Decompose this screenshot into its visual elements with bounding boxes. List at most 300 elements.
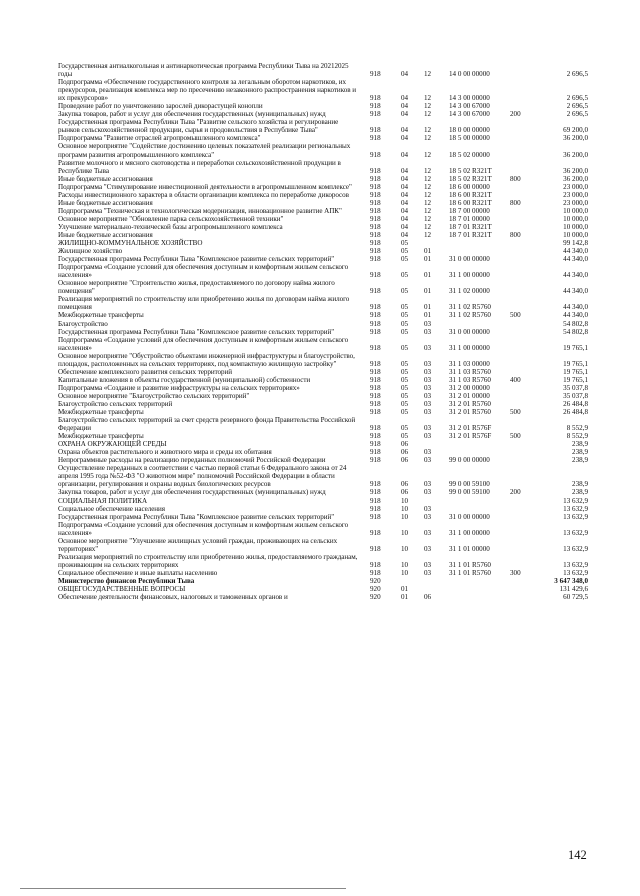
target-article-code: 18 7 01 00000 [449,214,490,223]
row-description: ЖИЛИЩНО-КОММУНАЛЬНОЕ ХОЗЯЙСТВО [58,239,203,248]
budget-table [58,62,588,601]
target-article-code: 31 2 01 00000 [449,391,490,400]
row-description: Государственная программа Республики Тыва "Развитие сельского хозяйства и регулирование рынков сельскохозяйственной продукции, сырья и продовольствия в Республике Тыва" [58,118,339,135]
subsection-code: 12 [424,134,432,143]
target-article-code: 14 3 00 00000 [449,94,490,103]
section-code: 04 [401,70,409,79]
amount-value: 2 696,5 [566,110,588,119]
target-article-code: 31 0 00 00000 [449,327,490,336]
ved-code: 918 [370,230,381,239]
row-description: Государственная программа Республики Тыва "Комплексное развитие сельских территорий" [58,255,335,264]
expense-type-code: 800 [510,174,521,183]
ved-code: 918 [370,496,381,505]
subsection-code: 12 [424,174,432,183]
table-row [58,505,588,513]
amount-value: 44 340,0 [563,247,588,256]
amount-value: 238,9 [572,488,588,497]
ved-code: 918 [370,343,381,352]
target-article-code: 31 1 03 R5760 [449,375,491,384]
table-row [58,110,588,118]
row-description: Реализация мероприятий по строительству или приобретению жилья по договорам найма жилого помещения [58,295,350,312]
table-row [58,392,588,400]
subsection-code: 03 [424,480,432,489]
table-row [58,416,588,432]
row-description: Осуществление переданных в соответствии с частью первой статьи 6 Федерального закона от 24 апреля 1995 года №52-ФЗ "О животном мире" полномочий Российской Федерации в области организации, регулирования и охраны водных биологических ресурсов [58,464,347,489]
table-row [58,142,588,158]
amount-value: 44 340,0 [563,303,588,312]
ved-code: 918 [370,311,381,320]
table-row [58,497,588,505]
amount-value: 13 632,9 [563,512,588,521]
table-row [58,175,588,183]
row-description: Жилищное хозяйство [58,247,123,256]
ved-code: 918 [370,134,381,143]
amount-value: 36 200,0 [563,134,588,143]
amount-value: 60 729,5 [563,593,588,602]
target-article-code: 18 6 00 00000 [449,182,490,191]
row-description: ОХРАНА ОКРУЖАЮЩЕЙ СРЕДЫ [58,440,167,449]
table-row [58,223,588,231]
amount-value: 131 429,6 [559,585,588,594]
table-row [58,78,588,102]
ved-code: 918 [370,126,381,135]
amount-value: 35 037,8 [563,391,588,400]
target-article-code: 18 6 00 R321T [449,190,492,199]
ved-code: 918 [370,303,381,312]
row-description: ОБЩЕГОСУДАРСТВЕННЫЕ ВОПРОСЫ [58,585,186,594]
expense-type-code: 200 [510,110,521,119]
section-code: 04 [401,214,409,223]
ved-code: 920 [370,577,381,585]
section-code: 01 [401,585,409,594]
table-row [58,207,588,215]
ved-code: 918 [370,222,381,231]
target-article-code: 18 7 00 00000 [449,206,490,215]
ved-code: 918 [370,568,381,577]
table-row [58,279,588,295]
table-row [58,336,588,352]
ved-code: 918 [370,327,381,336]
amount-value: 19 765,1 [563,359,588,368]
table-row [58,384,588,392]
target-article-code: 18 0 00 00000 [449,126,490,135]
subsection-code: 03 [424,488,432,497]
table-row [58,191,588,199]
section-code: 04 [401,182,409,191]
subsection-code: 12 [424,214,432,223]
amount-value: 238,9 [572,448,588,457]
ved-code: 918 [370,214,381,223]
target-article-code: 99 0 00 00000 [449,456,490,465]
section-code: 05 [401,383,409,392]
amount-value: 238,9 [572,440,588,449]
amount-value: 13 632,9 [563,496,588,505]
target-article-code: 99 0 00 59100 [449,488,490,497]
amount-value: 10 000,0 [563,230,588,239]
subsection-code: 03 [424,375,432,384]
amount-value: 44 340,0 [563,287,588,296]
section-code: 10 [401,568,409,577]
subsection-code: 01 [424,255,432,264]
amount-value: 54 802,8 [563,327,588,336]
target-article-code: 18 7 01 R321T [449,222,492,231]
table-row [58,118,588,134]
row-description: Основное мероприятие "Благоустройство сельских территорий" [58,391,250,400]
subsection-code: 03 [424,343,432,352]
subsection-code: 03 [424,456,432,465]
target-article-code: 18 5 00 00000 [449,134,490,143]
row-description: Государственная программа Республики Тыва "Комплексное развитие сельских территорий" [58,512,335,521]
table-row [58,408,588,416]
amount-value: 8 552,9 [566,424,588,433]
target-article-code: 31 1 01 00000 [449,544,490,553]
subsection-code: 03 [424,528,432,537]
row-description: Закупка товаров, работ и услуг для обеспечения государственных (муниципальных) нужд [58,488,326,497]
section-code: 04 [401,230,409,239]
section-code: 05 [401,424,409,433]
section-code: 05 [401,327,409,336]
row-description: Проведение работ по уничтожению зарослей дикорастущей конопли [58,102,263,111]
table-row [58,295,588,311]
ved-code: 918 [370,391,381,400]
row-description: Иные бюджетные ассигнования [58,174,153,183]
table-row [58,215,588,223]
subsection-code: 03 [424,399,432,408]
amount-value: 238,9 [572,480,588,489]
table-row [58,255,588,263]
table-row [58,456,588,464]
row-description: Подпрограмма "Стимулирование инвестиционной деятельности в агропромышленном комплексе" [58,182,352,191]
ved-code: 918 [370,102,381,111]
table-row [58,199,588,207]
section-code: 06 [401,448,409,457]
ved-code: 918 [370,560,381,569]
subsection-code: 12 [424,206,432,215]
section-code: 05 [401,247,409,256]
amount-value: 36 200,0 [563,166,588,175]
table-row [58,400,588,408]
table-row [58,263,588,279]
row-description: Подпрограмма «Создание и развитие инфраструктуры на сельских территориях» [58,383,300,392]
table-row [58,553,588,569]
ved-code: 918 [370,247,381,256]
amount-value: 10 000,0 [563,214,588,223]
amount-value: 23 000,0 [563,190,588,199]
ved-code: 918 [370,528,381,537]
expense-type-code: 200 [510,488,521,497]
target-article-code: 31 2 01 R5760 [449,408,491,417]
target-article-code: 31 2 01 R5760 [449,399,491,408]
subsection-code: 03 [424,408,432,417]
subsection-code: 03 [424,448,432,457]
subsection-code: 03 [424,432,432,441]
amount-value: 13 632,9 [563,504,588,513]
row-description: Улучшение материально-технической базы агропромышленного комплекса [58,222,283,231]
subsection-code: 03 [424,319,432,328]
section-code: 10 [401,512,409,521]
row-description: СОЦИАЛЬНАЯ ПОЛИТИКА [58,496,148,505]
subsection-code: 12 [424,110,432,119]
target-article-code: 31 2 01 R576F [449,424,492,433]
subsection-code: 12 [424,166,432,175]
amount-value: 13 632,9 [563,560,588,569]
section-code: 05 [401,287,409,296]
amount-value: 10 000,0 [563,222,588,231]
section-code: 10 [401,504,409,513]
section-code: 05 [401,311,409,320]
section-code: 04 [401,110,409,119]
ved-code: 918 [370,182,381,191]
table-row [58,585,588,593]
ved-code: 918 [370,383,381,392]
ved-code: 918 [370,367,381,376]
section-code: 06 [401,456,409,465]
section-code: 04 [401,94,409,103]
section-code: 05 [401,359,409,368]
table-row [58,368,588,376]
table-row [58,488,588,496]
ved-code: 918 [370,190,381,199]
target-article-code: 18 5 02 00000 [449,150,490,159]
amount-value: 238,9 [572,456,588,465]
ved-code: 918 [370,408,381,417]
table-row [58,513,588,521]
section-code: 05 [401,408,409,417]
ved-code: 918 [370,512,381,521]
row-description: Непрограммные расходы на реализацию переданных полномочий Российской Федерации [58,456,326,465]
ved-code: 918 [370,359,381,368]
section-code: 04 [401,174,409,183]
ved-code: 918 [370,174,381,183]
table-row [58,569,588,577]
amount-value: 26 484,8 [563,408,588,417]
subsection-code: 03 [424,424,432,433]
target-article-code: 18 7 01 R321T [449,230,492,239]
subsection-code: 12 [424,198,432,207]
subsection-code: 12 [424,222,432,231]
subsection-code: 03 [424,504,432,513]
target-article-code: 31 1 00 00000 [449,343,490,352]
amount-value: 44 340,0 [563,271,588,280]
amount-value: 23 000,0 [563,182,588,191]
section-code: 04 [401,126,409,135]
subsection-code: 03 [424,544,432,553]
amount-value: 23 000,0 [563,198,588,207]
subsection-code: 12 [424,190,432,199]
ved-code: 918 [370,255,381,264]
expense-type-code: 500 [510,311,521,320]
subsection-code: 01 [424,247,432,256]
ved-code: 918 [370,110,381,119]
section-code: 01 [401,593,409,602]
expense-type-code: 500 [510,432,521,441]
section-code: 10 [401,528,409,537]
table-row [58,183,588,191]
section-code: 10 [401,544,409,553]
table-row [58,159,588,175]
ved-code: 918 [370,271,381,280]
row-description: Подпрограмма «Создание условий для обеспечения доступным и комфортным жильем сельского населения» [58,520,349,537]
section-code: 04 [401,206,409,215]
section-code: 04 [401,166,409,175]
row-description: Иные бюджетные ассигнования [58,198,153,207]
section-code: 05 [401,367,409,376]
ved-code: 918 [370,198,381,207]
target-article-code: 31 0 00 00000 [449,255,490,264]
row-description: Межбюджетные трансферты [58,432,144,441]
subsection-code: 03 [424,391,432,400]
target-article-code: 31 1 01 R5760 [449,568,491,577]
amount-value: 13 632,9 [563,568,588,577]
target-article-code: 31 1 02 R5760 [449,311,491,320]
page-number: 142 [568,848,587,862]
target-article-code: 31 1 00 00000 [449,271,490,280]
row-description: Подпрограмма "Развитие отраслей агропромышленного комплекса" [58,134,261,143]
row-description: Закупка товаров, работ и услуг для обеспечения государственных (муниципальных) нужд [58,110,326,119]
ved-code: 918 [370,456,381,465]
subsection-code: 03 [424,560,432,569]
table-row [58,448,588,456]
row-description: Развитие молочного и мясного скотоводства и переработки сельскохозяйственной продукции в Республике Тыва [58,158,341,175]
row-description: Обеспечение деятельности финансовых, налоговых и таможенных органов и [58,593,288,602]
row-description: Подпрограмма «Создание условий для обеспечения доступным и комфортным жильем сельского населения» [58,263,349,280]
section-code: 05 [401,432,409,441]
subsection-code: 12 [424,182,432,191]
table-row [58,311,588,319]
table-row [58,352,588,368]
table-row [58,102,588,110]
subsection-code: 12 [424,150,432,159]
expense-type-code: 800 [510,198,521,207]
ved-code: 918 [370,448,381,457]
amount-value: 69 200,0 [563,126,588,135]
ved-code: 918 [370,440,381,449]
table-row [58,521,588,537]
section-code: 05 [401,375,409,384]
table-row [58,328,588,336]
section-code: 05 [401,391,409,400]
amount-value: 8 552,9 [566,432,588,441]
target-article-code: 14 3 00 67000 [449,102,490,111]
ved-code: 918 [370,544,381,553]
row-description: Подпрограмма «Создание условий для обеспечения доступным и комфортным жильем сельского населения» [58,335,349,352]
table-row [58,464,588,488]
section-code: 06 [401,440,409,449]
table-row [58,320,588,328]
table-row [58,239,588,247]
target-article-code: 31 2 01 R576F [449,432,492,441]
row-description: Обеспечение комплексного развития сельских территорий [58,367,233,376]
row-description: Государственная программа Республики Тыва "Комплексное развитие сельских территорий" [58,327,335,336]
expense-type-code: 500 [510,408,521,417]
ved-code: 918 [370,239,381,248]
section-code: 10 [401,496,409,505]
amount-value: 19 765,1 [563,375,588,384]
subsection-code: 01 [424,311,432,320]
amount-value: 44 340,0 [563,255,588,264]
section-code: 05 [401,343,409,352]
amount-value: 19 765,1 [563,343,588,352]
section-code: 04 [401,198,409,207]
ved-code: 918 [370,150,381,159]
subsection-code: 12 [424,94,432,103]
target-article-code: 31 1 02 R5760 [449,303,491,312]
row-description: Капитальные вложения в объекты государственной (муниципальной) собственности [58,375,311,384]
footer-divider [20,888,346,889]
subsection-code: 03 [424,383,432,392]
table-row [58,432,588,440]
target-article-code: 14 3 00 67000 [449,110,490,119]
amount-value: 19 765,1 [563,367,588,376]
subsection-code: 12 [424,126,432,135]
row-description: Расходы инвестиционного характера в области организации комплекса по переработке дикоросов [58,190,349,199]
table-row [58,134,588,142]
row-description: Благоустройство сельских территорий [58,399,173,408]
target-article-code: 31 1 03 00000 [449,359,490,368]
target-article-code: 18 5 02 R321T [449,174,492,183]
table-row [58,577,588,585]
target-article-code: 31 1 02 00000 [449,287,490,296]
amount-value: 3 647 348,0 [554,577,588,585]
row-description: Основное мероприятие "Улучшение жилищных условий граждан, проживающих на сельских территориях" [58,536,338,553]
table-row [58,593,588,601]
table-row [58,247,588,255]
expense-type-code: 300 [510,568,521,577]
subsection-code: 03 [424,359,432,368]
section-code: 10 [401,560,409,569]
amount-value: 2 696,5 [566,94,588,103]
ved-code: 918 [370,94,381,103]
row-description: Иные бюджетные ассигнования [58,230,153,239]
row-description: Охрана объектов растительного и животного мира и среды их обитания [58,448,272,457]
ved-code: 918 [370,287,381,296]
amount-value: 35 037,8 [563,383,588,392]
target-article-code: 31 1 01 R5760 [449,560,491,569]
target-article-code: 14 0 00 00000 [449,70,490,79]
ved-code: 918 [370,70,381,79]
amount-value: 13 632,9 [563,544,588,553]
target-article-code: 31 1 03 R5760 [449,367,491,376]
section-code: 04 [401,222,409,231]
section-code: 06 [401,480,409,489]
row-description: Межбюджетные трансферты [58,311,144,320]
ved-code: 918 [370,504,381,513]
subsection-code: 12 [424,230,432,239]
ved-code: 918 [370,480,381,489]
section-code: 05 [401,319,409,328]
amount-value: 36 200,0 [563,150,588,159]
section-code: 05 [401,399,409,408]
section-code: 05 [401,239,409,248]
subsection-code: 12 [424,102,432,111]
subsection-code: 12 [424,70,432,79]
section-code: 05 [401,255,409,264]
target-article-code: 18 5 02 R321T [449,166,492,175]
amount-value: 2 696,5 [566,70,588,79]
amount-value: 44 340,0 [563,311,588,320]
subsection-code: 06 [424,593,432,602]
row-description: Основное мероприятие "Строительство жилья, предоставляемого по договору найма жилого помещения" [58,279,335,296]
row-description: Подпрограмма "Техническая и технологическая модернизация, инновационное развитие АПК" [58,206,342,215]
subsection-code: 01 [424,303,432,312]
ved-code: 918 [370,375,381,384]
ved-code: 918 [370,319,381,328]
target-article-code: 31 2 00 00000 [449,383,490,392]
subsection-code: 01 [424,287,432,296]
subsection-code: 03 [424,512,432,521]
table-row [58,62,588,78]
section-code: 04 [401,150,409,159]
